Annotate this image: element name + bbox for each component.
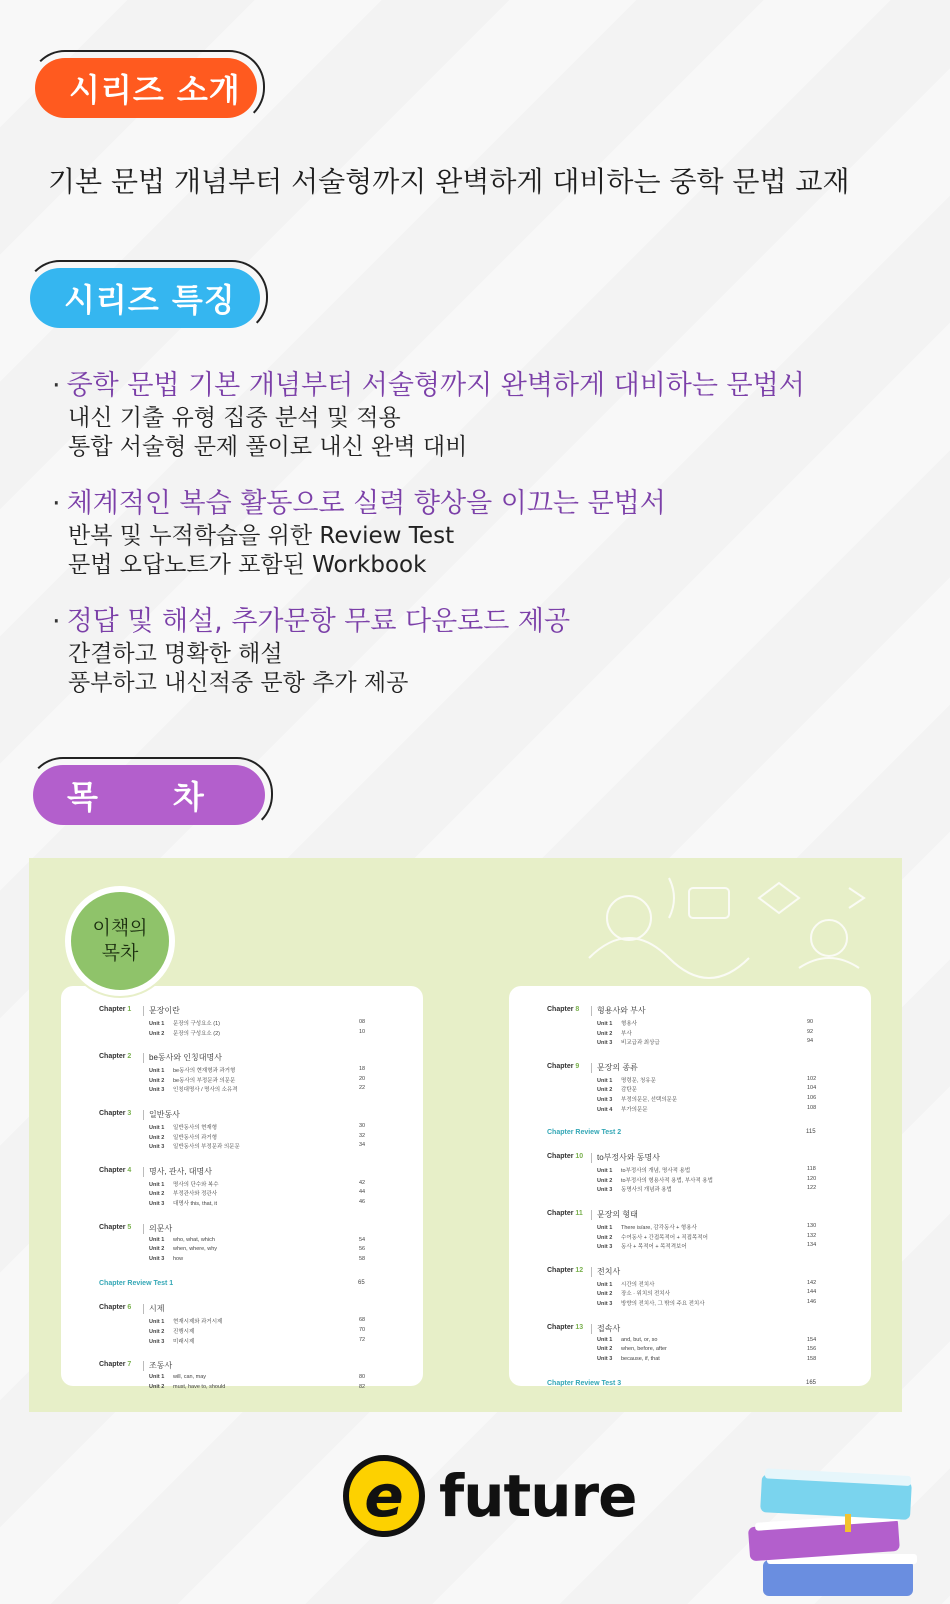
- unit-number: Unit 1: [597, 1021, 613, 1027]
- feature-block: [52, 604, 912, 698]
- toc-unit-row: [149, 1327, 379, 1335]
- chapter-divider: [591, 1210, 592, 1220]
- unit-number: Unit 3: [149, 1144, 165, 1151]
- unit-number: Unit 2: [149, 1329, 165, 1335]
- unit-title: when, before, after: [621, 1346, 667, 1353]
- unit-title: 방향의 전치사, 그 밖의 주요 전치사: [621, 1301, 705, 1307]
- toc-label-a: 목: [67, 778, 99, 816]
- unit-title: 동명사의 개념과 용법: [621, 1187, 672, 1194]
- chapter-num: 12: [575, 1266, 584, 1274]
- unit-page: 130: [807, 1223, 817, 1229]
- badge-line: 이책의: [92, 917, 148, 939]
- toc-unit-row: [597, 1038, 827, 1046]
- unit-page: 54: [359, 1236, 366, 1243]
- unit-page: 70: [359, 1327, 366, 1333]
- unit-title: be동사의 현재형과 과거형: [173, 1068, 236, 1075]
- toc-unit-row: [597, 1085, 827, 1093]
- unit-number: Unit 1: [149, 1236, 165, 1243]
- review-label: Chapter Review Test 2: [547, 1129, 622, 1137]
- unit-title: 대명사 this, that, it: [173, 1201, 218, 1207]
- toc-unit-row: [597, 1289, 827, 1297]
- toc-unit-row: [149, 1374, 379, 1380]
- unit-page: 156: [807, 1346, 817, 1353]
- features-label: 시리즈 특징: [64, 281, 236, 319]
- unit-page: 20: [359, 1075, 366, 1082]
- unit-title: to부정사의 개념, 명사적 용법: [621, 1168, 691, 1175]
- unit-title: 문장의 구성요소 (1): [173, 1021, 220, 1027]
- chapter-divider: [143, 1361, 144, 1371]
- toc-unit-row: [597, 1176, 827, 1184]
- unit-number: Unit 1: [149, 1374, 165, 1381]
- unit-number: Unit 2: [149, 1383, 165, 1390]
- unit-number: Unit 3: [149, 1087, 165, 1094]
- unit-number: Unit 2: [597, 1030, 613, 1037]
- features-label-pill: [30, 268, 260, 328]
- unit-page: 58: [359, 1255, 366, 1262]
- unit-title: 시간의 전치사: [621, 1281, 655, 1288]
- toc-label-pill: [33, 765, 265, 825]
- unit-page: 106: [807, 1095, 817, 1101]
- feature-block: [52, 486, 912, 580]
- chapter-number: Chapter 8: [547, 1006, 580, 1013]
- unit-page: 82: [359, 1383, 366, 1390]
- chapter-title: 일반동사: [149, 1110, 180, 1119]
- toc-unit-row: [597, 1095, 827, 1103]
- unit-page: 22: [359, 1085, 366, 1092]
- chapter-title: to부정사와 동명사: [597, 1153, 660, 1163]
- toc-unit-row: [597, 1166, 827, 1174]
- chapter-num: 4: [127, 1166, 132, 1174]
- chapter-divider: [143, 1167, 144, 1177]
- unit-number: Unit 2: [149, 1030, 165, 1037]
- unit-page: 134: [807, 1242, 817, 1249]
- unit-number: Unit 1: [597, 1336, 613, 1343]
- toc-unit-row: [149, 1256, 379, 1262]
- toc-unit-row: [149, 1142, 379, 1150]
- unit-title: 비교급과 최상급: [621, 1040, 660, 1047]
- unit-page: 154: [807, 1336, 817, 1343]
- unit-page: 108: [807, 1104, 817, 1111]
- chapter-num: 9: [575, 1062, 580, 1070]
- chapter-title: be동사와 인칭대명사: [149, 1053, 222, 1063]
- toc-unit-row: [149, 1123, 379, 1131]
- chapter-number: Chapter 10: [547, 1153, 584, 1161]
- chapter-title: 조동사: [149, 1361, 173, 1371]
- review-label: Chapter Review Test 1: [99, 1280, 174, 1288]
- unit-page: 102: [807, 1075, 817, 1082]
- unit-number: Unit 1: [149, 1125, 165, 1131]
- chapter-title: 문장이란: [149, 1006, 180, 1015]
- unit-title: how: [173, 1255, 184, 1262]
- chapter-num: 6: [127, 1304, 132, 1312]
- unit-number: Unit 3: [149, 1201, 165, 1207]
- toc-unit-row: [149, 1029, 379, 1037]
- feature-line: 문법 오답노트가 포함된 Workbook: [68, 552, 427, 578]
- unit-title: 진행시제: [173, 1329, 195, 1335]
- chapter-divider: [591, 1267, 592, 1277]
- toc-unit-row: [149, 1180, 379, 1188]
- chapter-number: Chapter 7: [99, 1361, 132, 1369]
- review-label: Chapter Review Test 3: [547, 1380, 622, 1388]
- chapter-num: 11: [575, 1210, 583, 1217]
- chapter-title: 접속사: [597, 1323, 621, 1333]
- toc-unit-row: [149, 1237, 379, 1243]
- chapter-num: 7: [127, 1361, 132, 1369]
- unit-page: 42: [359, 1179, 366, 1186]
- chapter-divider: [591, 1324, 592, 1334]
- unit-number: Unit 1: [149, 1181, 165, 1188]
- chapter-number: Chapter 12: [547, 1266, 584, 1274]
- toc-unit-row: [597, 1242, 827, 1250]
- unit-page: 104: [807, 1085, 817, 1092]
- toc-unit-row: [597, 1105, 827, 1113]
- unit-title: 인칭대명사 / 명사의 소유격: [173, 1087, 238, 1094]
- toc-card-left: [61, 986, 423, 1390]
- feature-heading: · 체계적인 복습 활동으로 실력 향상을 이끄는 문법서: [52, 488, 666, 519]
- unit-page: 146: [807, 1299, 817, 1305]
- toc-unit-row: [149, 1246, 379, 1252]
- chapter-num: 3: [127, 1110, 132, 1117]
- toc-unit-row: [597, 1029, 827, 1037]
- chapter-number: Chapter 3: [99, 1110, 132, 1117]
- chapter-divider: [143, 1224, 144, 1234]
- toc-unit-row: [597, 1185, 827, 1193]
- unit-number: Unit 3: [597, 1040, 613, 1047]
- unit-number: Unit 3: [597, 1244, 613, 1251]
- unit-number: Unit 2: [597, 1291, 613, 1298]
- toc-unit-row: [149, 1019, 379, 1027]
- chapter-divider: [143, 1304, 144, 1314]
- intro-text: 기본 문법 개념부터 서술형까지 완벽하게 대비하는 중학 문법 교재: [48, 165, 850, 198]
- unit-number: Unit 1: [597, 1077, 613, 1084]
- unit-number: Unit 1: [149, 1319, 165, 1326]
- chapter-number: Chapter 2: [99, 1053, 132, 1061]
- toc-panel: [29, 858, 902, 1412]
- unit-title: to부정사의 형용사적 용법, 부사적 용법: [621, 1177, 713, 1184]
- unit-number: Unit 3: [597, 1301, 613, 1307]
- toc-card-right: [509, 986, 871, 1386]
- unit-number: Unit 3: [597, 1187, 613, 1194]
- toc-unit-row: [149, 1076, 379, 1084]
- feature-line: 통합 서술형 문제 풀이로 내신 완벽 대비: [68, 434, 468, 460]
- unit-number: Unit 1: [597, 1225, 613, 1231]
- unit-page: 08: [359, 1019, 366, 1025]
- unit-page: 18: [359, 1066, 366, 1073]
- chapter-num: 1: [127, 1006, 132, 1013]
- unit-number: Unit 2: [149, 1077, 165, 1084]
- unit-number: Unit 3: [149, 1255, 165, 1262]
- unit-number: Unit 3: [597, 1355, 613, 1362]
- chapter-divider: [591, 1153, 592, 1163]
- unit-title: must, have to, should: [173, 1383, 226, 1390]
- unit-number: Unit 2: [149, 1246, 165, 1253]
- doodle-decoration: [569, 868, 889, 988]
- unit-title: 미래시제: [173, 1338, 195, 1345]
- unit-page: 68: [359, 1317, 366, 1324]
- unit-number: Unit 2: [149, 1191, 165, 1198]
- unit-page: 94: [807, 1038, 814, 1045]
- unit-number: Unit 4: [597, 1106, 613, 1113]
- intro-label: 시리즈 소개: [69, 71, 241, 109]
- toc-unit-row: [149, 1133, 379, 1141]
- toc-unit-row: [597, 1337, 827, 1343]
- unit-title: 장소 · 위치의 전치사: [621, 1291, 670, 1298]
- chapter-title: 전치사: [597, 1266, 621, 1276]
- chapter-title: 형용사와 부사: [597, 1006, 646, 1015]
- toc-unit-row: [597, 1019, 827, 1027]
- chapter-title: 시제: [149, 1304, 165, 1314]
- unit-title: There is/are, 감각동사 + 형용사: [621, 1225, 697, 1231]
- feature-heading: · 중학 문법 기본 개념부터 서술형까지 완벽하게 대비하는 문법서: [52, 370, 805, 401]
- toc-unit-row: [597, 1233, 827, 1241]
- unit-title: 동사 + 목적어 + 목적격보어: [621, 1244, 687, 1251]
- feature-line: 내신 기출 유형 집중 분석 및 적용: [68, 405, 401, 431]
- unit-title: 감탄문: [621, 1087, 637, 1094]
- unit-title: because, if, that: [621, 1355, 660, 1362]
- intro-label-pill: [35, 58, 257, 118]
- chapter-divider: [143, 1110, 144, 1120]
- unit-title: will, can, may: [173, 1374, 207, 1381]
- unit-title: be동사의 부정문과 의문문: [173, 1077, 236, 1084]
- badge-line: 목차: [101, 942, 139, 964]
- unit-page: 46: [359, 1199, 366, 1205]
- unit-title: 일반동사의 부정문과 의문문: [173, 1144, 240, 1151]
- chapter-title: 명사, 관사, 대명사: [149, 1166, 212, 1176]
- unit-title: 일반동사의 과거형: [173, 1134, 218, 1141]
- unit-number: Unit 1: [597, 1281, 613, 1288]
- unit-page: 122: [807, 1185, 817, 1192]
- unit-title: 수여동사 + 간접목적어 + 직접목적어: [621, 1234, 708, 1241]
- unit-number: Unit 3: [597, 1097, 613, 1103]
- unit-title: 문장의 구성요소 (2): [173, 1030, 220, 1037]
- chapter-divider: [591, 1006, 592, 1016]
- unit-page: 158: [807, 1355, 817, 1362]
- unit-title: 형용사: [621, 1021, 637, 1027]
- logo-word: future: [439, 1462, 637, 1530]
- chapter-review-test: [99, 1280, 365, 1288]
- feature-line: 풍부하고 내신적중 문항 추가 제공: [68, 670, 409, 696]
- unit-title: 명사의 단수와 복수: [173, 1181, 219, 1188]
- chapter-number: Chapter 13: [547, 1323, 584, 1331]
- unit-page: 90: [807, 1019, 814, 1025]
- unit-number: Unit 2: [597, 1177, 613, 1184]
- chapter-review-test: [547, 1129, 816, 1137]
- toc-unit-row: [149, 1189, 379, 1197]
- chapter-number: Chapter 6: [99, 1304, 132, 1312]
- unit-page: 32: [359, 1132, 366, 1139]
- unit-number: Unit 1: [597, 1168, 613, 1175]
- unit-title: 명령문, 청유문: [621, 1077, 656, 1084]
- chapter-num: 13: [575, 1323, 584, 1331]
- unit-page: 132: [807, 1232, 817, 1239]
- chapter-number: Chapter 4: [99, 1166, 132, 1174]
- unit-title: 부정의문문, 선택의문문: [621, 1097, 678, 1103]
- toc-unit-row: [597, 1076, 827, 1084]
- unit-title: 현재시제와 과거시제: [173, 1319, 223, 1326]
- unit-number: Unit 1: [149, 1068, 165, 1075]
- toc-badge: [65, 886, 175, 996]
- unit-number: Unit 2: [597, 1346, 613, 1353]
- unit-page: 44: [359, 1189, 366, 1196]
- unit-title: 부가의문문: [621, 1106, 648, 1113]
- unit-number: Unit 2: [149, 1134, 165, 1141]
- feature-heading: · 정답 및 해설, 추가문항 무료 다운로드 제공: [52, 606, 571, 637]
- unit-title: who, what, which: [173, 1236, 215, 1243]
- unit-page: 120: [807, 1175, 817, 1182]
- chapter-num: 10: [575, 1153, 584, 1161]
- unit-page: 142: [807, 1279, 817, 1286]
- review-page: 65: [358, 1280, 365, 1287]
- unit-number: Unit 1: [149, 1021, 165, 1027]
- unit-page: 92: [807, 1028, 814, 1035]
- toc-unit-row: [149, 1384, 379, 1390]
- unit-number: Unit 3: [149, 1338, 165, 1345]
- toc-unit-row: [149, 1085, 379, 1093]
- toc-unit-row: [149, 1066, 379, 1074]
- toc-unit-row: [597, 1356, 827, 1362]
- chapter-review-test: [547, 1380, 817, 1388]
- chapter-title: 문장의 종류: [597, 1062, 638, 1072]
- chapter-divider: [143, 1053, 144, 1063]
- feature-line: 간결하고 명확한 해설: [68, 641, 283, 667]
- feature-block: [52, 368, 912, 462]
- unit-page: 72: [359, 1336, 366, 1343]
- unit-title: and, but, or, so: [621, 1336, 658, 1343]
- toc-unit-row: [597, 1280, 827, 1288]
- unit-page: 144: [807, 1289, 817, 1296]
- books-illustration: [745, 1450, 935, 1600]
- chapter-num: 5: [127, 1223, 132, 1231]
- toc-unit-row: [597, 1346, 827, 1352]
- chapter-number: Chapter 9: [547, 1062, 580, 1070]
- logo-mark: e: [343, 1455, 425, 1537]
- unit-page: 80: [359, 1374, 366, 1381]
- chapter-number: Chapter 1: [99, 1006, 132, 1013]
- feature-line: 반복 및 누적학습을 위한 Review Test: [68, 523, 455, 549]
- toc-unit-row: [149, 1337, 379, 1345]
- chapter-number: Chapter 5: [99, 1223, 132, 1231]
- toc-unit-row: [149, 1199, 379, 1207]
- unit-number: Unit 2: [597, 1234, 613, 1241]
- efuture-logo: [343, 1455, 636, 1537]
- unit-number: Unit 2: [597, 1087, 613, 1094]
- toc-unit-row: [597, 1223, 827, 1231]
- chapter-num: 2: [127, 1053, 132, 1061]
- chapter-num: 8: [575, 1006, 580, 1013]
- unit-page: 34: [359, 1142, 366, 1149]
- unit-page: 30: [359, 1123, 366, 1129]
- chapter-divider: [143, 1006, 144, 1016]
- toc-unit-row: [149, 1317, 379, 1325]
- unit-title: 부사: [621, 1030, 632, 1037]
- toc-unit-row: [597, 1299, 827, 1307]
- unit-title: when, where, why: [173, 1246, 218, 1253]
- review-page: 165: [806, 1380, 817, 1387]
- review-page: 115: [806, 1129, 816, 1136]
- unit-title: 부정관사와 정관사: [173, 1191, 218, 1198]
- chapter-title: 문장의 형태: [597, 1210, 638, 1219]
- unit-page: 118: [807, 1166, 816, 1173]
- toc-label-b: 차: [172, 778, 205, 816]
- unit-title: 일반동사의 현재형: [173, 1125, 218, 1131]
- chapter-title: 의문사: [149, 1223, 173, 1233]
- unit-page: 10: [359, 1028, 366, 1035]
- chapter-divider: [591, 1063, 592, 1073]
- chapter-number: Chapter 11: [547, 1210, 583, 1217]
- unit-page: 56: [359, 1246, 366, 1253]
